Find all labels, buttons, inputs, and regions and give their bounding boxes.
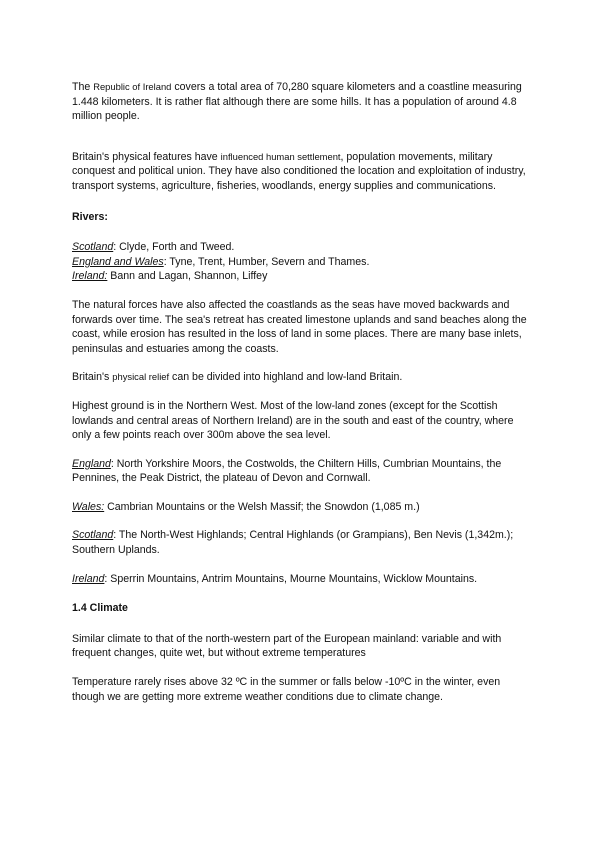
text-run: Britain's [72,371,113,384]
text-run-small: Republic of Ireland [93,81,172,92]
region-text: : Sperrin Mountains, Antrim Mountains, Mourne Mountains, Wicklow Mountains. [104,572,478,585]
text-run: can be divided into highland and low-land Britain. [169,371,403,384]
relief-scotland [72,528,532,557]
intro-paragraph-britain [72,150,532,194]
region-text: : Tyne, Trent, Humber, Severn and Thames. [163,255,370,268]
region-text: : Clyde, Forth and Tweed. [113,241,235,254]
relief-ireland [72,572,532,587]
region-label: Ireland [72,572,105,585]
rivers-heading: Rivers: [72,210,108,223]
relief-wales [72,500,532,515]
climate-paragraph-2: Temperature rarely rises above 32 ºC in the summer or falls below -10ºC in the winter, even though we are getting more extreme weather conditions due to climate change. [72,676,501,703]
rivers-scotland [72,240,532,255]
region-text: : The North-West Highlands; Central Highlands (or Grampians), Ben Nevis (1,342m.); Southern Uplands. [72,529,514,557]
text-run: Britain's physical features have [72,150,221,163]
relief-england [72,457,532,486]
region-text: Bann and Lagan, Shannon, Liffey [107,270,268,283]
intro-paragraph-ireland [72,80,532,124]
region-label: England and Wales [72,255,164,268]
relief-paragraph [72,370,532,385]
coastlands-paragraph: The natural forces have also affected the coastlands as the seas have moved backwards and forwards over time. The sea's retreat has created limestone uplands and sand beaches along the coast, while erosion has resulted in the loss of land in some places. There are many base inlets, peninsulas and estuaries among the coasts. [72,298,527,355]
document-page [72,80,532,704]
region-label: Scotland [72,241,114,254]
climate-heading: 1.4 Climate [72,602,128,615]
region-label: Scotland [72,529,114,542]
text-run: The [72,81,94,93]
text-run: covers a total area of 70,280 square kilometers and a coastline measuring 1.448 kilometers. It is rather flat although there are some hills. It has a population of around 4.8 million people. [72,81,522,123]
region-text: Cambrian Mountains or the Welsh Massif; the Snowdon (1,085 m.) [104,500,420,513]
text-run: , population movements, military conquest and political union. They have also conditioned the location and exploitation of industry, transport systems, agriculture, fisheries, woodlands, energy supplies and communications. [72,150,526,192]
rivers-england-wales [72,255,532,270]
region-label: Wales: [72,500,105,513]
climate-paragraph-1: Similar climate to that of the north-western part of the European mainland: variable and with frequent changes, quite wet, but without extreme temperatures [72,632,502,660]
highest-ground-paragraph: Highest ground is in the Northern West. Most of the low-land zones (except for the Scottish lowlands and central areas of Northern Ireland) are in the south and east of the country, where only a few points reach over 300m above the sea level. [72,399,514,442]
text-run-small: physical relief [112,371,170,383]
rivers-ireland [72,269,532,284]
text-run-small: influenced human settlement [220,150,341,162]
region-label: Ireland: [72,270,108,283]
region-text: : North Yorkshire Moors, the Costwolds, the Chiltern Hills, Cumbrian Mountains, the Pennines, the Peak District, the plateau of Devon and Cornwall. [72,457,502,485]
region-label: England [72,457,111,470]
